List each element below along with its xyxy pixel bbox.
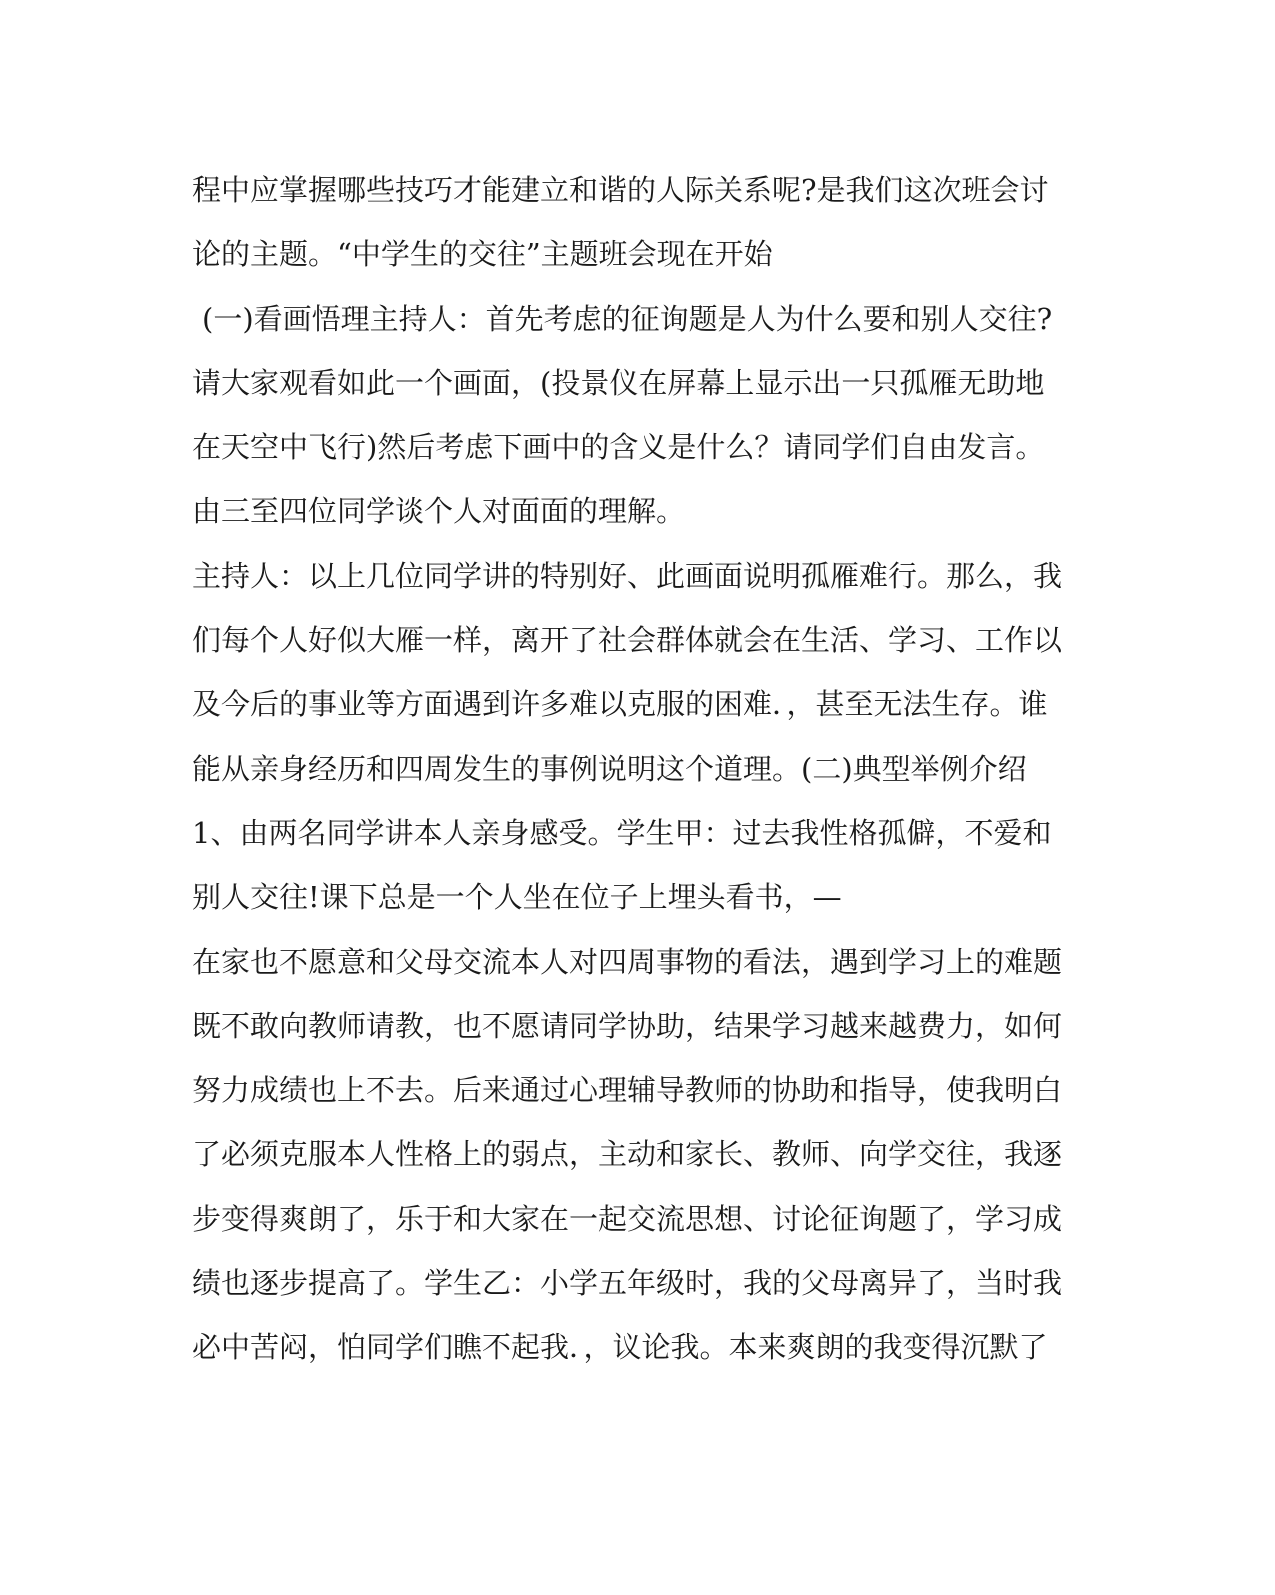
text-line: 能从亲身经历和四周发生的事例说明这个道理。(二)典型举例介绍: [192, 751, 1027, 786]
body-text: [192, 158, 1062, 1380]
text-line: 程中应掌握哪些技巧才能建立和谐的人际关系呢?是我们这次班会讨: [192, 173, 1049, 207]
text-line: 别人交往!课下总是一个人坐在位子上埋头看书，—: [192, 880, 842, 915]
text-line: 了必须克服本人性格上的弱点，主动和家长、教师、向学交往，我逐: [192, 1137, 1062, 1172]
text-line: 在家也不愿意和父母交流本人对四周事物的看法，遇到学习上的难题: [192, 944, 1062, 979]
text-line: 请大家观看如此一个画面，(投景仪在屏幕上显示出一只孤雁无助地: [192, 365, 1045, 400]
text-line: (一)看画悟理主持人：首先考虑的征询题是人为什么要和别人交往?: [202, 301, 1053, 336]
text-line: 在天空中飞行)然后考虑下画中的含义是什么？请同学们自由发言。: [192, 430, 1045, 465]
text-line: 必中苦闷，怕同学们瞧不起我．，议论我。本来爽朗的我变得沉默了: [192, 1330, 1048, 1365]
text-line: 绩也逐步提高了。学生乙：小学五年级时，我的父母离异了，当时我: [192, 1266, 1062, 1301]
text-line: 步变得爽朗了，乐于和大家在一起交流思想、讨论征询题了，学习成: [192, 1201, 1062, 1236]
text-line: 主持人：以上几位同学讲的特别好、此画面说明孤雁难行。那么，我: [192, 558, 1062, 593]
text-line: 及今后的事业等方面遇到许多难以克服的困难．，甚至无法生存。谁: [192, 687, 1048, 722]
text-line: 既不敢向教师请教，也不愿请同学协助，结果学习越来越费力，如何: [192, 1008, 1062, 1043]
text-line: 论的主题。“中学生的交往”主题班会现在开始: [192, 237, 773, 272]
text-line: 努力成绩也上不去。后来通过心理辅导教师的协助和指导，使我明白: [192, 1073, 1062, 1108]
text-line: 1、由两名同学讲本人亲身感受。学生甲：过去我性格孤僻，不爱和: [192, 815, 1052, 850]
text-line: 由三至四位同学谈个人对面面的理解。: [192, 494, 686, 529]
text-line: 们每个人好似大雁一样，离开了社会群体就会在生活、学习、工作以: [192, 623, 1062, 658]
